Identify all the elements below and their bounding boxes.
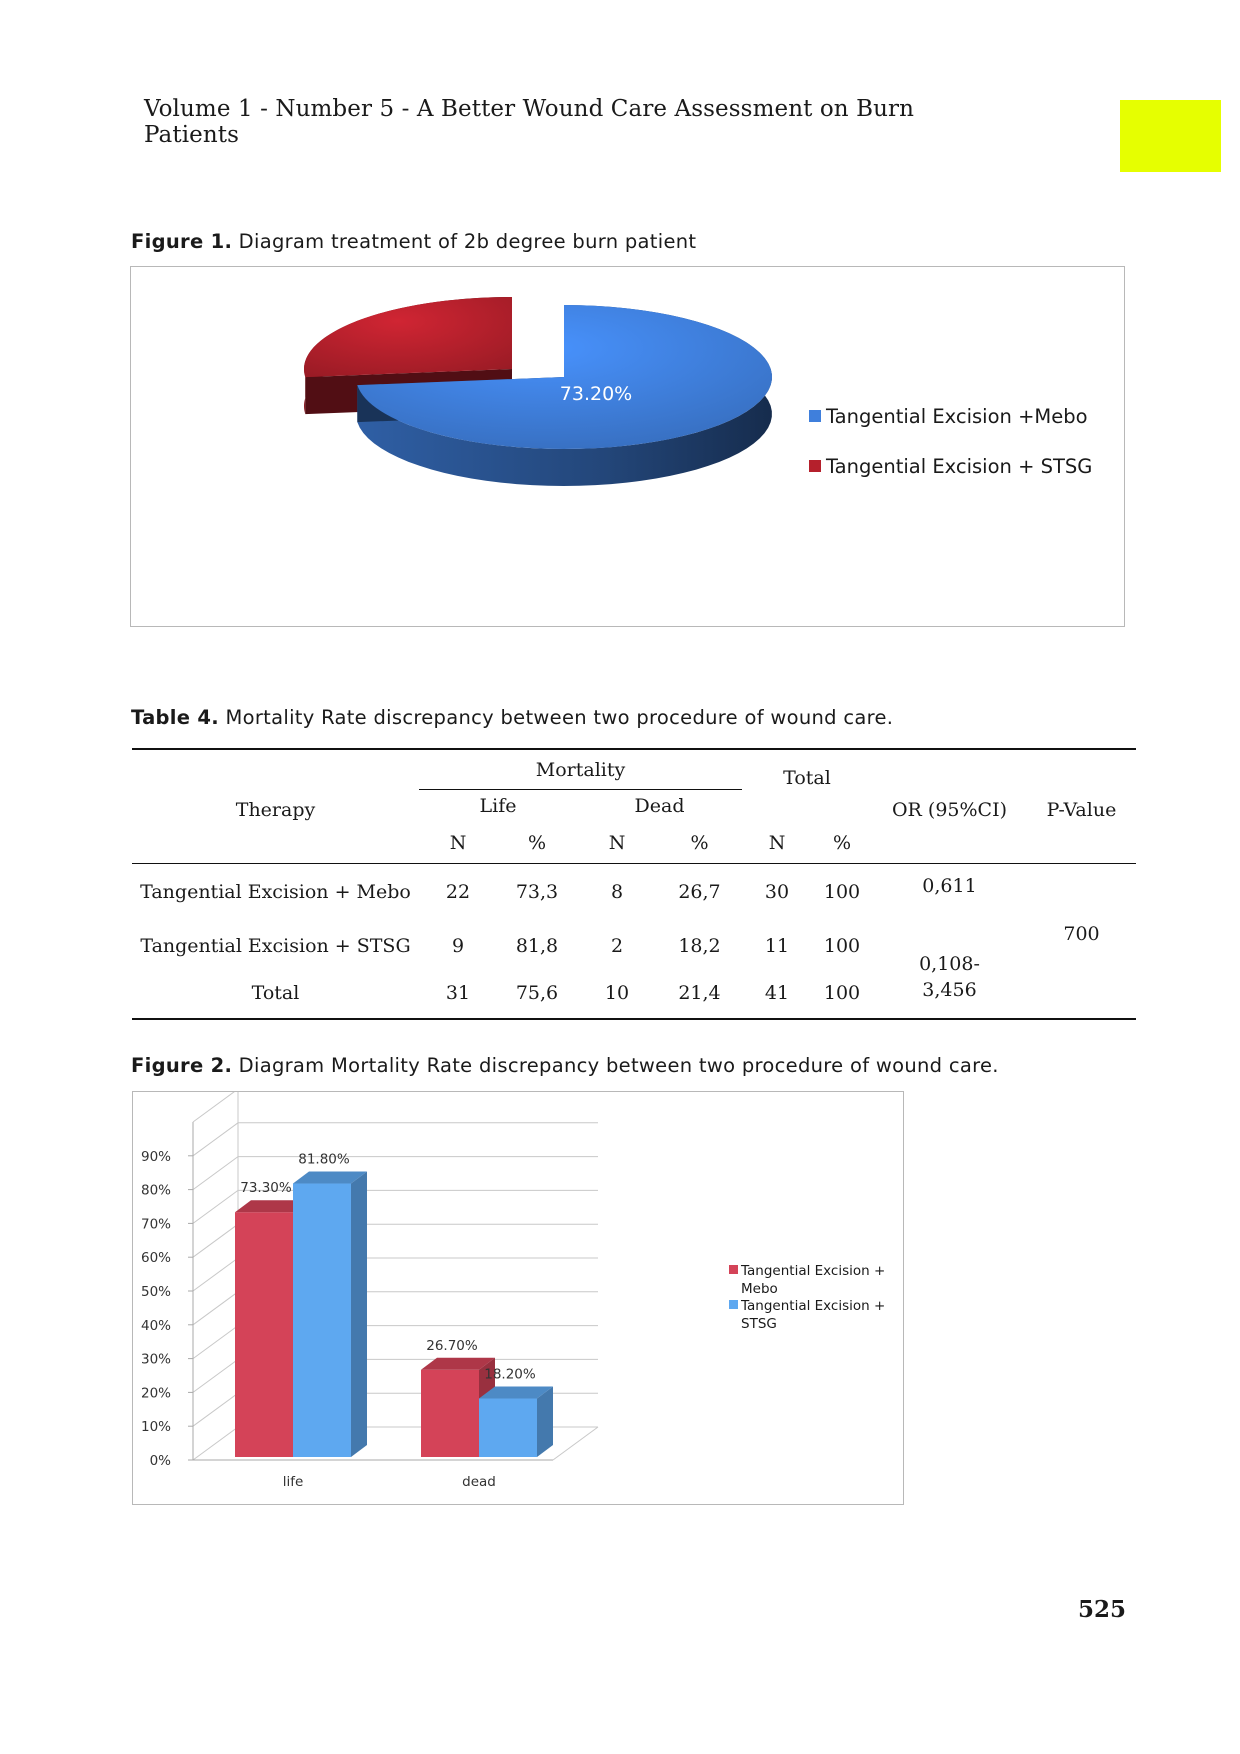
ci-line1: 0,108- [919,953,980,975]
header-total-pct: % [832,831,852,854]
table4-caption [131,706,893,729]
bar-front [235,1212,293,1457]
header-life-pct: % [527,831,547,854]
legend-label: Tangential Excision + STSG [741,1298,886,1332]
row3-life-pct: 75,6 [515,982,559,1004]
table-row [132,919,1136,973]
figure1-caption-text: Diagram treatment of 2b degree burn patient [238,230,697,253]
or-value: 0,611 [922,875,977,897]
figure1-frame [130,266,1125,627]
header-mortality [419,751,742,789]
header-dead-pct: % [690,831,709,854]
row3-therapy: Total [251,982,300,1004]
header-therapy: Therapy [235,799,316,821]
header-dead: Dead [577,789,742,823]
grid-diagonal [193,1123,238,1156]
ci-range [872,919,1027,1013]
legend-label: Tangential Excision + Mebo [741,1263,886,1297]
header-or: OR (95%CI) [891,799,1008,821]
header-mortality-text: Mortality [535,758,626,781]
y-tick-label: 50% [140,1284,171,1300]
row3-total-pct: 100 [823,982,861,1004]
row3-dead-pct: 21,4 [678,982,721,1004]
header-total-n: N [768,831,786,854]
y-tick-label: 20% [140,1385,171,1402]
bar-side [351,1172,367,1457]
bar-data-label: 81.80% [298,1151,350,1168]
pie-data-label: 73.20% [559,383,633,405]
y-tick-label: 30% [140,1351,171,1368]
bar-dead-2 [479,1386,553,1457]
row1-dead-n: 8 [610,881,624,903]
running-head: Volume 1 - Number 5 - A Better Wound Care Assessment on Burn Patients [144,96,915,148]
row1-total-pct: 100 [823,881,861,903]
floor-edge [553,1427,598,1460]
row2-total-pct: 100 [823,935,861,957]
pie-slice-top [304,297,512,377]
grid-diagonal [193,1258,238,1291]
pie-chart [131,267,1124,626]
row3-dead-n: 10 [604,982,630,1004]
y-tick-label: 70% [140,1216,171,1233]
figure2-label: Figure 2. [131,1054,233,1077]
grid-diagonal [193,1359,238,1392]
p-value: 700 [1063,923,1100,945]
grid-diagonal [193,1224,238,1257]
row1-therapy: Tangential Excision + Mebo [140,881,411,903]
figure2-frame [132,1091,904,1505]
grid-diagonal [193,1326,238,1359]
figure2-caption-text: Diagram Mortality Rate discrepancy between two procedure of wound care. [238,1054,999,1077]
bar-chart [133,1092,903,1504]
row1-life-pct: 73,3 [515,881,559,903]
legend-label: Tangential Excision +Mebo [826,405,1088,428]
row2-total-n: 11 [764,935,790,957]
page-number: 525 [1077,1596,1126,1623]
header-life: Life [419,789,577,823]
table4-caption-text: Mortality Rate discrepancy between two procedure of wound care. [225,706,894,729]
row1-dead-pct: 26,7 [678,881,721,903]
bar-data-label: 26.70% [426,1337,478,1354]
row1-total-n: 30 [764,881,790,903]
grid-diagonal [193,1157,238,1190]
legend-swatch [809,460,821,472]
table4 [132,748,1136,1020]
row2-life-pct: 81,8 [515,935,559,957]
table4-label: Table 4. [131,706,219,729]
grid-diagonal [193,1427,238,1460]
header-total: Total [783,767,831,789]
bar-side [537,1386,553,1457]
figure1-caption [131,230,696,253]
header-life-n: N [449,831,467,854]
grid-diagonal [193,1190,238,1223]
bar-data-label: 73.30% [240,1180,292,1197]
legend-swatch [729,1265,738,1274]
row1-life-n: 22 [445,881,471,903]
accent-block [1120,100,1221,172]
bar-life-2 [293,1172,367,1457]
legend-swatch [809,410,821,422]
y-tick-label: 90% [140,1148,171,1165]
legend-swatch [729,1300,738,1309]
x-tick-label: life [282,1474,304,1490]
bar-legend [729,1263,885,1332]
table-row [132,865,1136,919]
row2-therapy: Tangential Excision + STSG [140,935,411,957]
figure2-caption [131,1054,999,1077]
y-tick-label: 80% [140,1182,171,1199]
pie-legend [809,405,1092,478]
legend-label: Tangential Excision + STSG [826,455,1093,478]
row2-dead-pct: 18,2 [678,935,721,957]
grid-diagonal [193,1292,238,1325]
x-tick-label: dead [462,1474,496,1490]
row2-dead-n: 2 [610,935,624,957]
row2-life-n: 9 [451,935,465,957]
ci-line2: 3,456 [922,979,977,1001]
bar-data-label: 18.20% [484,1366,536,1383]
bar-front [479,1398,537,1457]
grid-diagonal [193,1393,238,1426]
figure1-label: Figure 1. [131,230,233,253]
bar-front [421,1370,479,1457]
y-tick-label: 40% [140,1317,171,1334]
header-dead-n: N [608,831,626,854]
y-tick-label: 60% [140,1250,171,1267]
row3-life-n: 31 [445,982,471,1004]
header-pvalue: P-Value [1046,799,1117,821]
y-tick-label: 0% [149,1453,171,1469]
grid-diagonal [193,1092,238,1122]
y-tick-label: 10% [140,1419,171,1436]
row3-total-n: 41 [764,982,790,1004]
bar-front [293,1184,351,1457]
